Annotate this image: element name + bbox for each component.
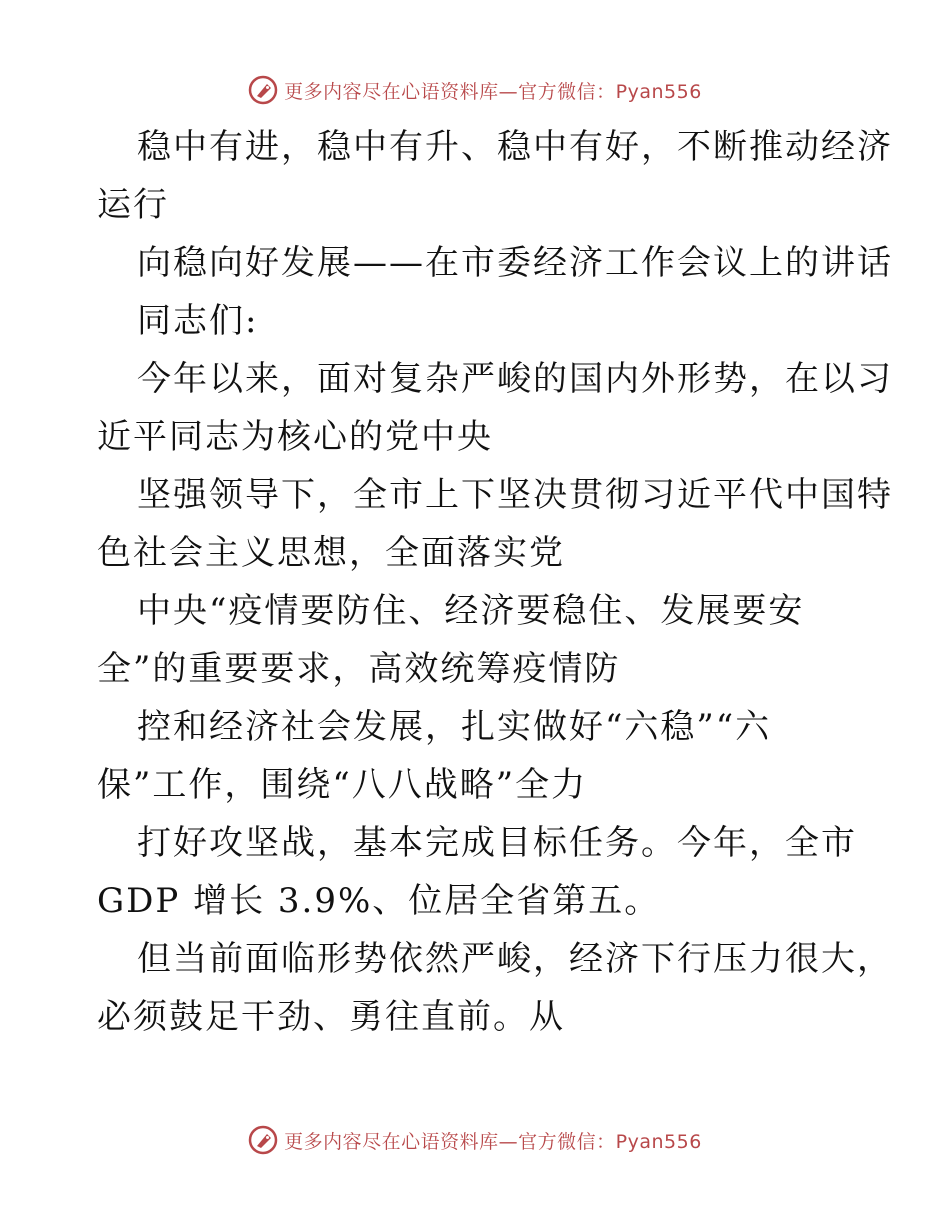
pen-nib-logo-icon: [248, 1125, 278, 1155]
body-line: 稳中有进，稳中有升、稳中有好，不断推动经济: [137, 127, 893, 167]
body-line: 运行: [97, 185, 169, 225]
header-banner: [0, 70, 950, 110]
body-line: 中央“疫情要防住、经济要稳住、发展要安: [137, 591, 805, 631]
body-line: 今年以来，面对复杂严峻的国内外形势，在以习: [137, 359, 893, 399]
body-line: 但当前面临形势依然严峻，经济下行压力很大，: [137, 939, 893, 979]
body-line: 同志们:: [137, 301, 259, 341]
body-line: 打好攻坚战，基本完成目标任务。今年，全市: [137, 823, 857, 863]
body-line: GDP 增长 3.9%、位居全省第五。: [97, 881, 661, 921]
footer-banner: [0, 1120, 950, 1160]
body-line: 近平同志为核心的党中央: [97, 417, 493, 457]
body-line: 必须鼓足干劲、勇往直前。从: [97, 997, 565, 1037]
body-line: 坚强领导下，全市上下坚决贯彻习近平代中国特: [137, 475, 893, 515]
footer-banner-text: 更多内容尽在心语资料库—官方微信：Pyan556: [284, 1130, 702, 1153]
document-body: [97, 118, 893, 1046]
pen-nib-logo-icon: [248, 75, 278, 105]
body-line: 向稳向好发展——在市委经济工作会议上的讲话: [137, 243, 893, 283]
body-line: 色社会主义思想，全面落实党: [97, 533, 565, 573]
body-line: 控和经济社会发展，扎实做好“六稳”“六: [137, 707, 772, 747]
body-line: 全”的重要要求，高效统筹疫情防: [97, 649, 621, 689]
header-banner-text: 更多内容尽在心语资料库—官方微信：Pyan556: [284, 80, 702, 103]
body-line: 保”工作，围绕“八八战略”全力: [97, 765, 588, 805]
